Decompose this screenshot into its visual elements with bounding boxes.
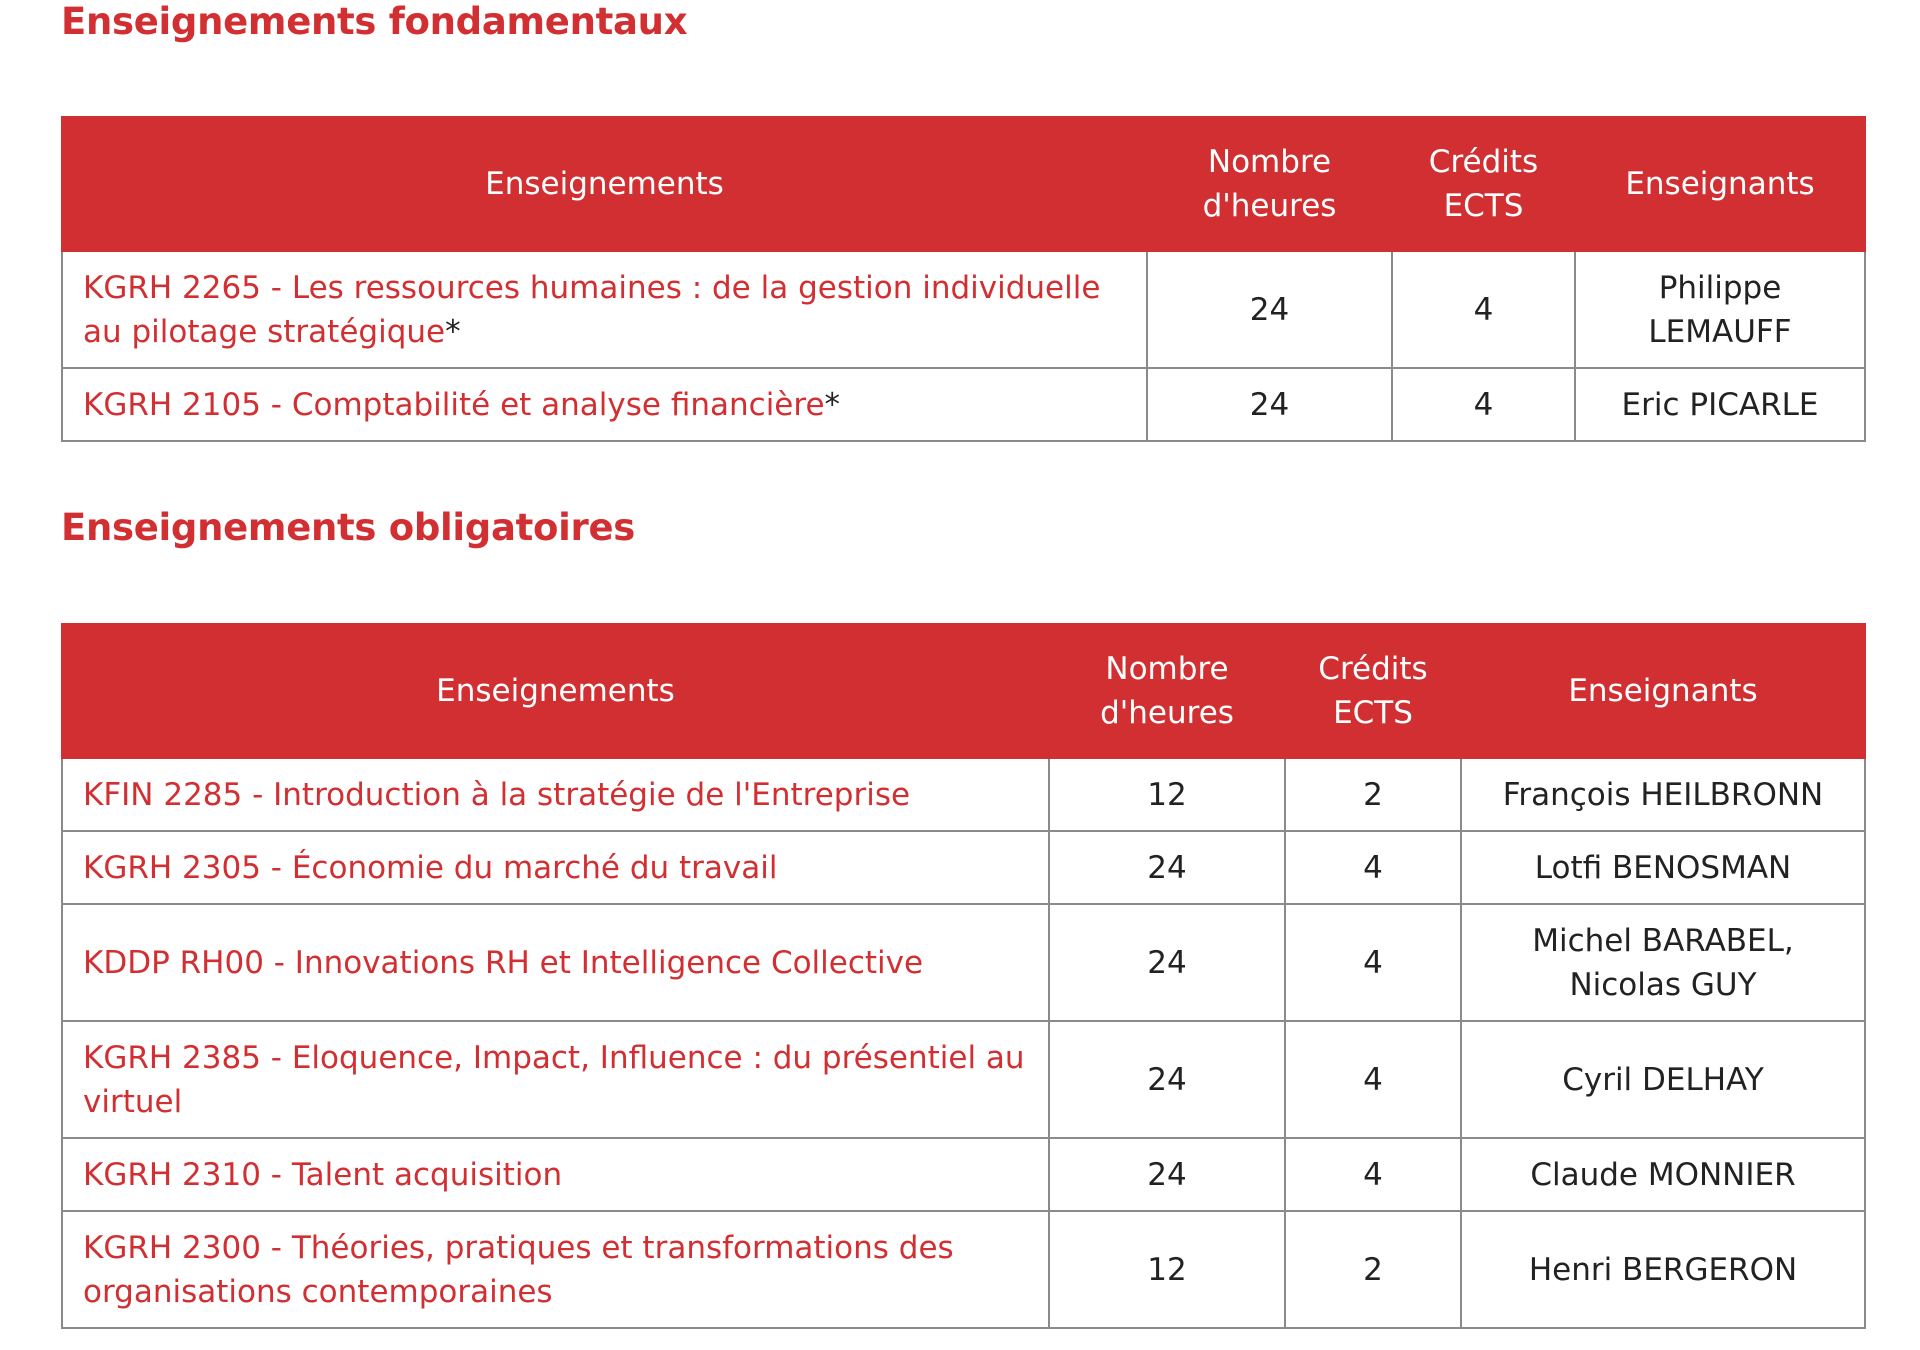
course-link[interactable]: KDDP RH00 - Innovations RH et Intelligence Collective <box>83 944 924 981</box>
section-title-obligatoires: Enseignements obligatoires <box>61 506 635 549</box>
header-enseignants: Enseignants <box>1575 117 1865 251</box>
credits-cell: 2 <box>1285 1211 1461 1328</box>
header-credits-line1: Crédits <box>1428 144 1539 180</box>
header-enseignements: Enseignements <box>62 117 1147 251</box>
teacher-cell: Eric PICARLE <box>1575 368 1865 441</box>
header-nombre-heures <box>1049 624 1285 758</box>
credits-cell: 2 <box>1285 758 1461 831</box>
table-fondamentaux <box>61 116 1866 442</box>
hours-cell: 24 <box>1147 368 1392 441</box>
header-hours-line2: d'heures <box>1202 188 1337 224</box>
asterisk-marker: * <box>824 386 841 423</box>
course-link[interactable]: KGRH 2310 - Talent acquisition <box>83 1156 563 1193</box>
table-row <box>62 368 1865 441</box>
credits-cell: 4 <box>1285 904 1461 1021</box>
table-header-row <box>62 624 1865 758</box>
course-link[interactable]: KGRH 2265 - Les ressources humaines : de la gestion individuelle au pilotage stratégique <box>83 269 1101 350</box>
table-row <box>62 1138 1865 1211</box>
hours-cell: 24 <box>1049 904 1285 1021</box>
header-credits-line1: Crédits <box>1318 651 1428 687</box>
header-hours-line1: Nombre <box>1105 651 1229 687</box>
header-enseignements: Enseignements <box>62 624 1049 758</box>
header-credits-ects <box>1285 624 1461 758</box>
table-row <box>62 251 1865 368</box>
credits-cell: 4 <box>1285 831 1461 904</box>
header-credits-line2: ECTS <box>1333 695 1413 731</box>
teacher-cell: Cyril DELHAY <box>1461 1021 1865 1138</box>
header-enseignants: Enseignants <box>1461 624 1865 758</box>
teacher-cell: Lotfi BENOSMAN <box>1461 831 1865 904</box>
course-cell <box>62 1138 1049 1211</box>
credits-cell: 4 <box>1392 368 1575 441</box>
header-hours-line1: Nombre <box>1207 144 1332 180</box>
course-link[interactable]: KGRH 2300 - Théories, pratiques et transformations des organisations contemporaines <box>83 1229 954 1310</box>
asterisk-marker: * <box>445 313 461 350</box>
header-credits-ects <box>1392 117 1575 251</box>
course-cell <box>62 758 1049 831</box>
course-cell <box>62 904 1049 1021</box>
teacher-cell: Henri BERGERON <box>1461 1211 1865 1328</box>
table-header-row <box>62 117 1865 251</box>
hours-cell: 12 <box>1049 758 1285 831</box>
course-link[interactable]: KFIN 2285 - Introduction à la stratégie de l'Entreprise <box>83 776 911 813</box>
table-row <box>62 1211 1865 1328</box>
course-cell <box>62 251 1147 368</box>
table-row <box>62 1021 1865 1138</box>
teacher-cell: François HEILBRONN <box>1461 758 1865 831</box>
credits-cell: 4 <box>1392 251 1575 368</box>
course-cell <box>62 1021 1049 1138</box>
course-cell <box>62 831 1049 904</box>
hours-cell: 24 <box>1049 831 1285 904</box>
teacher-cell: Philippe LEMAUFF <box>1575 251 1865 368</box>
teacher-cell: Michel BARABEL, Nicolas GUY <box>1461 904 1865 1021</box>
credits-cell: 4 <box>1285 1021 1461 1138</box>
hours-cell: 24 <box>1049 1021 1285 1138</box>
table-row <box>62 758 1865 831</box>
header-hours-line2: d'heures <box>1100 695 1234 731</box>
table-obligatoires <box>61 623 1866 1329</box>
course-cell <box>62 1211 1049 1328</box>
hours-cell: 12 <box>1049 1211 1285 1328</box>
header-nombre-heures <box>1147 117 1392 251</box>
hours-cell: 24 <box>1147 251 1392 368</box>
section-title-fondamentaux: Enseignements fondamentaux <box>61 0 688 43</box>
table-row <box>62 831 1865 904</box>
teacher-cell: Claude MONNIER <box>1461 1138 1865 1211</box>
table-row <box>62 904 1865 1021</box>
course-link[interactable]: KGRH 2385 - Eloquence, Impact, Influence : du présentiel au virtuel <box>83 1039 1025 1120</box>
hours-cell: 24 <box>1049 1138 1285 1211</box>
course-link[interactable]: KGRH 2105 - Comptabilité et analyse financière <box>83 386 825 423</box>
course-cell <box>62 368 1147 441</box>
course-link[interactable]: KGRH 2305 - Économie du marché du travail <box>83 849 778 886</box>
header-credits-line2: ECTS <box>1443 188 1524 224</box>
credits-cell: 4 <box>1285 1138 1461 1211</box>
